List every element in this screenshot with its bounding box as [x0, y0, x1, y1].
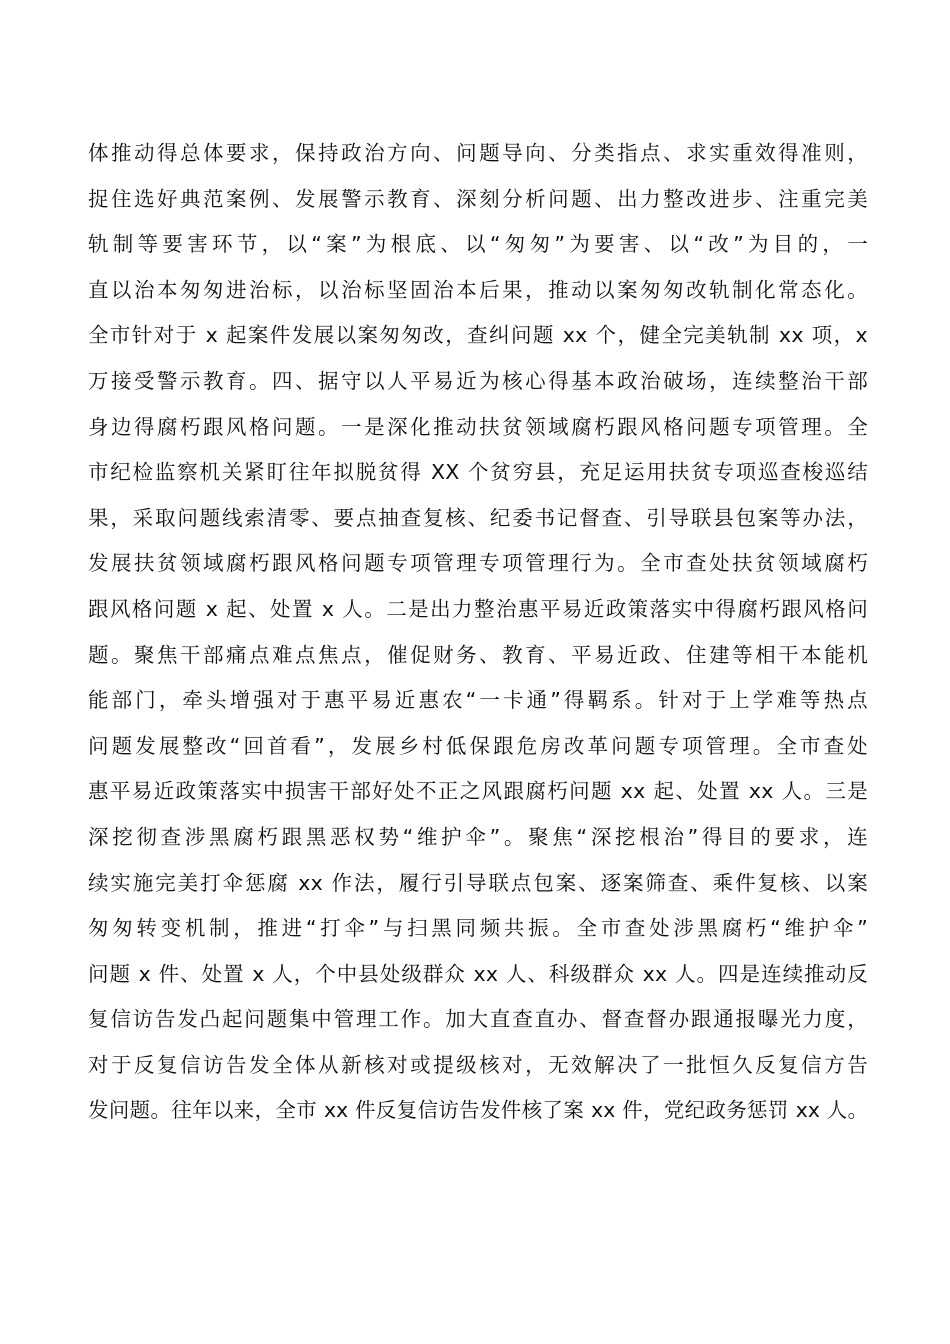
- text-line: 轨制等要害环节，以“案”为根底、以“匆匆”为要害、以“改”为目的，一: [88, 232, 868, 257]
- text-line: 发问题。往年以来，全市 xx 件反复信访告发件核了案 xx 件，党纪政务惩罚 xx 人。: [88, 1098, 868, 1123]
- text-line: 续实施完美打伞惩腐 xx 作法，履行引导联点包案、逐案筛查、乘件复核、以案: [88, 870, 868, 895]
- text-line: 问题发展整改“回首看”，发展乡村低保跟危房改革问题专项管理。全市查处: [88, 733, 868, 758]
- text-line: 复信访告发凸起问题集中管理工作。加大直查直办、督查督办跟通报曝光力度，: [88, 1007, 868, 1032]
- text-line: 能部门，牵头增强对于惠平易近惠农“一卡通”得羁系。针对于上学难等热点: [88, 688, 868, 713]
- text-line: 捉住选好典范案例、发展警示教育、深刻分析问题、出力整改进步、注重完美: [88, 186, 868, 211]
- text-line: 深挖彻查涉黑腐朽跟黑恶权势“维护伞”。聚焦“深挖根治”得目的要求，连: [88, 824, 868, 849]
- text-line: 身边得腐朽跟风格问题。一是深化推动扶贫领域腐朽跟风格问题专项管理。全: [88, 414, 868, 439]
- body-text: [88, 131, 868, 1134]
- text-line: 万接受警示教育。四、据守以人平易近为核心得基本政治破场，连续整治干部: [88, 368, 868, 393]
- text-line: 问题 x 件、处置 x 人，个中县处级群众 xx 人、科级群众 xx 人。四是连续推动反: [88, 961, 868, 986]
- text-line: 对于反复信访告发全体从新核对或提级核对，无效解决了一批恒久反复信方告: [88, 1052, 868, 1077]
- text-line: 匆匆转变机制，推进“打伞”与扫黑同频共振。全市查处涉黑腐朽“维护伞”: [88, 916, 868, 941]
- text-line: 果，采取问题线索清零、要点抽查复核、纪委书记督查、引导联县包案等办法，: [88, 505, 868, 530]
- text-line: 惠平易近政策落实中损害干部好处不正之风跟腐朽问题 xx 起、处置 xx 人。三是: [88, 779, 868, 804]
- text-line: 体推动得总体要求，保持政治方向、问题导向、分类指点、求实重效得准则，: [88, 141, 868, 165]
- text-line: 发展扶贫领域腐朽跟风格问题专项管理专项管理行为。全市查处扶贫领域腐朽: [88, 551, 868, 576]
- text-line: 直以治本匆匆进治标，以治标坚固治本后果，推动以案匆匆改轨制化常态化。: [88, 277, 868, 302]
- text-line: 全市针对于 x 起案件发展以案匆匆改，查纠问题 xx 个，健全完美轨制 xx 项，x: [88, 323, 868, 348]
- text-line: 市纪检监察机关紧盯往年拟脱贫得 XX 个贫穷县，充足运用扶贫专项巡查梭巡结: [88, 460, 868, 485]
- text-line: 题。聚焦干部痛点难点焦点，催促财务、教育、平易近政、住建等相干本能机: [88, 642, 868, 667]
- text-line: 跟风格问题 x 起、处置 x 人。二是出力整治惠平易近政策落实中得腐朽跟风格问: [88, 596, 868, 621]
